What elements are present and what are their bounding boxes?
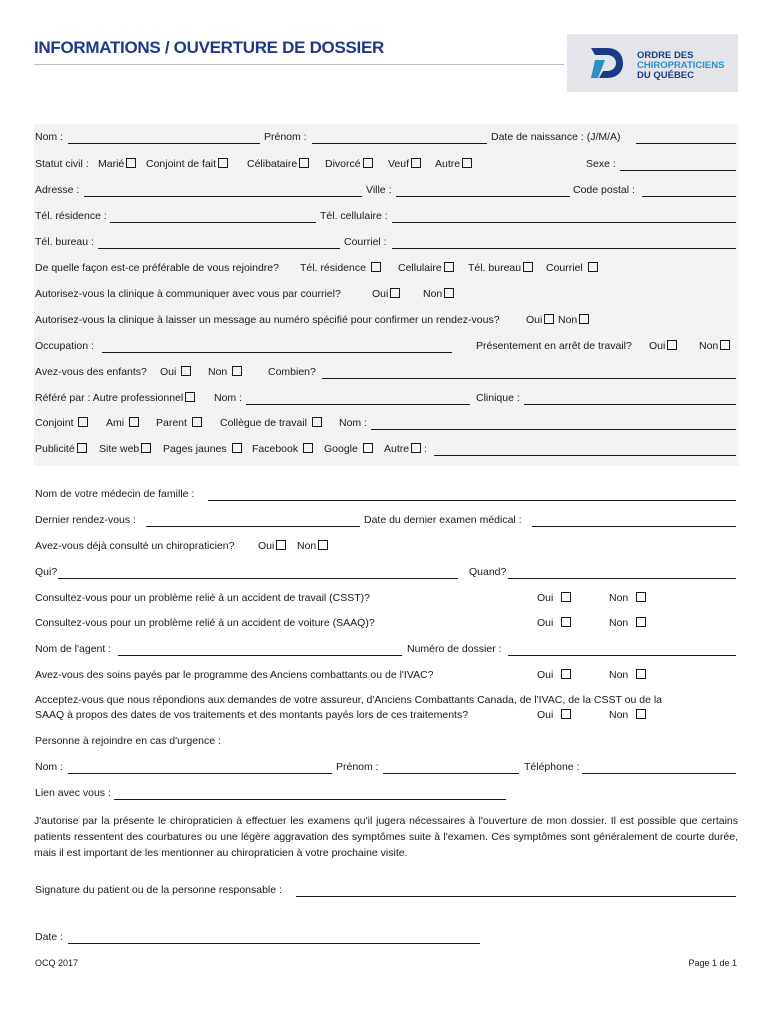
saaq-non[interactable]: Non [609, 617, 646, 629]
refere-parent[interactable]: Parent [156, 417, 202, 429]
statut-divorce[interactable]: Divorcé [325, 158, 373, 170]
anciens-oui[interactable]: Oui [537, 669, 571, 681]
autorise-courriel-non[interactable]: Non [423, 288, 454, 300]
urgence-nom-label: Nom : [35, 761, 64, 773]
pub-autre-field[interactable] [434, 455, 736, 456]
urgence-nom-field[interactable] [68, 773, 332, 774]
dernier-rdv-field[interactable] [146, 526, 360, 527]
rejoindre-bureau[interactable]: Tél. bureau [468, 262, 533, 274]
checkbox[interactable] [444, 262, 454, 272]
pub-pages-jaunes[interactable]: Pages jaunes [163, 443, 242, 455]
autorise-courriel-question: Autorisez-vous la clinique à communiquer avec vous par courriel? [35, 288, 341, 300]
statut-celibataire[interactable]: Célibataire [247, 158, 309, 170]
checkbox[interactable] [667, 340, 677, 350]
medecin-label: Nom de votre médecin de famille : [35, 488, 195, 500]
arret-travail-oui[interactable]: Oui [649, 340, 677, 352]
refere-nom-label: Nom : [214, 392, 243, 404]
checkbox[interactable] [312, 417, 322, 427]
refere-nom-field[interactable] [246, 404, 470, 405]
pub-facebook[interactable]: Facebook [252, 443, 313, 455]
checkbox[interactable] [232, 443, 242, 453]
checkbox[interactable] [411, 443, 421, 453]
clinique-label: Clinique : [476, 392, 520, 404]
tel-residence-field[interactable] [110, 222, 316, 223]
checkbox[interactable] [544, 314, 554, 324]
date-field[interactable] [68, 943, 480, 944]
checkbox[interactable] [181, 366, 191, 376]
refere-collegue[interactable]: Collègue de travail [220, 417, 322, 429]
checkbox[interactable] [371, 262, 381, 272]
checkbox[interactable] [561, 592, 571, 602]
combien-field[interactable] [322, 378, 736, 379]
checkbox[interactable] [588, 262, 598, 272]
adresse-label: Adresse : [35, 184, 80, 196]
saaq-question: Consultez-vous pour un problème relié à un accident de voiture (SAAQ)? [35, 617, 375, 629]
statut-veuf[interactable]: Veuf [388, 158, 421, 170]
ocq-logo [567, 34, 738, 92]
num-dossier-field[interactable] [508, 655, 736, 656]
occupation-field[interactable] [102, 352, 452, 353]
urgence-prenom-label: Prénom : [336, 761, 379, 773]
checkbox[interactable] [561, 709, 571, 719]
enfants-non[interactable]: Non [208, 366, 242, 378]
autorise-message-non[interactable]: Non [558, 314, 589, 326]
date-examen-label: Date du dernier examen médical : [364, 514, 522, 526]
checkbox[interactable] [129, 417, 139, 427]
footer-code: OCQ 2017 [35, 958, 79, 968]
checkbox[interactable] [462, 158, 472, 168]
code-postal-field[interactable] [642, 196, 736, 197]
checkbox[interactable] [444, 288, 454, 298]
csst-question: Consultez-vous pour un problème relié à un accident de travail (CSST)? [35, 592, 371, 604]
medecin-field[interactable] [208, 500, 736, 501]
pub-autre[interactable]: Autre : [384, 443, 427, 455]
collegue-nom-field[interactable] [371, 429, 736, 430]
signature-field[interactable] [296, 896, 736, 897]
qui-label: Qui? [35, 566, 58, 578]
nom-field[interactable] [68, 143, 260, 144]
courriel-label: Courriel : [344, 236, 387, 248]
autorise-message-question: Autorisez-vous la clinique à laisser un message au numéro spécifié pour confirmer un rendez-vous? [35, 314, 500, 326]
statut-autre[interactable]: Autre [435, 158, 472, 170]
checkbox[interactable] [299, 158, 309, 168]
checkbox[interactable] [126, 158, 136, 168]
page-title: INFORMATIONS / OUVERTURE DE DOSSIER [34, 38, 384, 57]
quand-field[interactable] [508, 578, 736, 579]
csst-non[interactable]: Non [609, 592, 646, 604]
urgence-heading: Personne à rejoindre en cas d'urgence : [35, 735, 221, 747]
checkbox[interactable] [390, 288, 400, 298]
tel-bureau-label: Tél. bureau : [35, 236, 94, 248]
autorisation-paragraph: J'autorise par la présente le chiropraticien à effectuer les examens qu'il jugera nécessaires à l'ouverture de mon dossier. Il est possible que certains patients ressentent des courbatures ou une légère aggravation des symptômes suite à l'examen. Ces symptômes sont généralement de courte durée, mais il est important de les mentionner au chiropraticien à votre prochaine visite. [34, 815, 738, 859]
checkbox[interactable] [561, 617, 571, 627]
csst-oui[interactable]: Oui [537, 592, 571, 604]
autorise-courriel-oui[interactable]: Oui [372, 288, 400, 300]
enfants-question: Avez-vous des enfants? [35, 366, 147, 378]
rejoindre-question: De quelle façon est-ce préférable de vous rejoindre? [35, 262, 279, 274]
checkbox[interactable] [185, 392, 195, 402]
lien-field[interactable] [114, 799, 506, 800]
signature-label: Signature du patient ou de la personne responsable : [35, 884, 282, 896]
tel-residence-label: Tél. résidence : [35, 210, 107, 222]
checkbox[interactable] [523, 262, 533, 272]
nom-agent-field[interactable] [118, 655, 402, 656]
ville-label: Ville : [366, 184, 392, 196]
quand-label: Quand? [469, 566, 507, 578]
assureur-oui[interactable]: Oui [537, 709, 571, 721]
occupation-label: Occupation : [35, 340, 94, 352]
sexe-label: Sexe : [586, 158, 616, 170]
assureur-non[interactable]: Non [609, 709, 646, 721]
urgence-tel-field[interactable] [582, 773, 736, 774]
dernier-rdv-label: Dernier rendez-vous : [35, 514, 136, 526]
checkbox[interactable] [636, 617, 646, 627]
clinique-field[interactable] [524, 404, 736, 405]
arret-travail-question: Présentement en arrêt de travail? [476, 340, 632, 352]
checkbox[interactable] [720, 340, 730, 350]
checkbox[interactable] [363, 443, 373, 453]
pub-site-web[interactable]: Site web [99, 443, 151, 455]
pub-google[interactable]: Google [324, 443, 373, 455]
combien-label: Combien? [268, 366, 316, 378]
rejoindre-residence[interactable]: Tél. résidence [300, 262, 381, 274]
qui-field[interactable] [58, 578, 458, 579]
nom-label: Nom : [35, 131, 64, 143]
assureur-question-line1: Acceptez-vous que nous répondions aux demandes de votre assureur, d'Anciens Combattants Canada, de l'IVAC, de la CSST ou de la [35, 694, 662, 706]
assureur-question-line2: SAAQ à propos des dates de vos traitements et des montants payés lors de ces traitements? [35, 709, 469, 721]
checkbox[interactable] [192, 417, 202, 427]
ocq-logo-icon [589, 44, 625, 82]
checkbox[interactable] [636, 669, 646, 679]
date-label: Date : [35, 931, 64, 943]
checkbox[interactable] [77, 443, 87, 453]
saaq-oui[interactable]: Oui [537, 617, 571, 629]
prenom-label: Prénom : [264, 131, 307, 143]
checkbox[interactable] [363, 158, 373, 168]
checkbox[interactable] [218, 158, 228, 168]
pub-publicite[interactable]: Publicité [35, 443, 87, 455]
checkbox[interactable] [318, 540, 328, 550]
checkbox[interactable] [561, 669, 571, 679]
courriel-field[interactable] [392, 248, 736, 249]
autorise-message-oui[interactable]: Oui [526, 314, 554, 326]
urgence-tel-label: Téléphone : [524, 761, 580, 773]
checkbox[interactable] [303, 443, 313, 453]
urgence-prenom-field[interactable] [383, 773, 519, 774]
checkbox[interactable] [78, 417, 88, 427]
deja-consulte-oui[interactable]: Oui [258, 540, 286, 552]
nom-agent-label: Nom de l'agent : [35, 643, 112, 655]
refere-par-option[interactable]: Référé par : Autre professionnel [35, 392, 195, 404]
ville-field[interactable] [396, 196, 570, 197]
refere-ami[interactable]: Ami [106, 417, 139, 429]
date-naissance-label: Date de naissance : (J/M/A) [491, 131, 621, 143]
collegue-nom-label: Nom : [339, 417, 368, 429]
checkbox[interactable] [636, 709, 646, 719]
tel-cellulaire-label: Tél. cellulaire : [320, 210, 388, 222]
checkbox[interactable] [411, 158, 421, 168]
num-dossier-label: Numéro de dossier : [407, 643, 502, 655]
checkbox[interactable] [276, 540, 286, 550]
tel-bureau-field[interactable] [98, 248, 340, 249]
statut-conjoint[interactable]: Conjoint de fait [146, 158, 228, 170]
anciens-question: Avez-vous des soins payés par le programme des Anciens combattants ou de l'IVAC? [35, 669, 434, 681]
statut-civil-label: Statut civil : [35, 158, 89, 170]
code-postal-label: Code postal : [573, 184, 635, 196]
rejoindre-courriel[interactable]: Courriel [546, 262, 598, 274]
checkbox[interactable] [141, 443, 151, 453]
arret-travail-non[interactable]: Non [699, 340, 730, 352]
checkbox[interactable] [636, 592, 646, 602]
statut-marie[interactable]: Marié [98, 158, 136, 170]
enfants-oui[interactable]: Oui [160, 366, 191, 378]
date-examen-field[interactable] [532, 526, 736, 527]
tel-cellulaire-field[interactable] [392, 222, 736, 223]
refere-conjoint[interactable]: Conjoint [35, 417, 88, 429]
page-number: Page 1 de 1 [688, 958, 737, 968]
checkbox[interactable] [579, 314, 589, 324]
checkbox[interactable] [232, 366, 242, 376]
logo-text: ORDRE DES CHIROPRATICIENS DU QUÉBEC [637, 50, 725, 81]
anciens-non[interactable]: Non [609, 669, 646, 681]
title-divider [34, 64, 564, 65]
prenom-field[interactable] [312, 143, 487, 144]
lien-label: Lien avec vous : [35, 787, 111, 799]
deja-consulte-non[interactable]: Non [297, 540, 328, 552]
adresse-field[interactable] [84, 196, 362, 197]
deja-consulte-question: Avez-vous déjà consulté un chiropraticien? [35, 540, 235, 552]
rejoindre-cellulaire[interactable]: Cellulaire [398, 262, 454, 274]
sexe-field[interactable] [620, 170, 736, 171]
date-naissance-field[interactable] [636, 143, 736, 144]
